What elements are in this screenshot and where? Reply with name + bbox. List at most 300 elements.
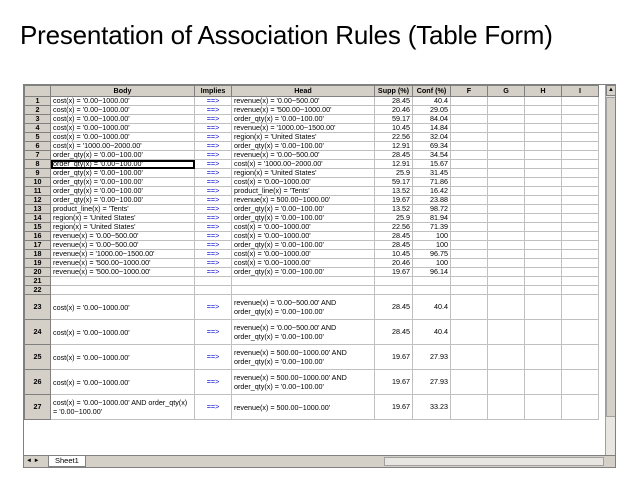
col-header-g[interactable]: G	[488, 86, 525, 97]
row-header[interactable]: 4	[25, 124, 51, 133]
cell-empty[interactable]	[525, 395, 562, 420]
cell-body[interactable]: order_qty(x) = '0.00~100.00'	[51, 151, 195, 160]
cell-supp[interactable]: 20.46	[375, 106, 413, 115]
cell-implies[interactable]: ==>	[195, 345, 232, 370]
cell-empty[interactable]	[488, 250, 525, 259]
row-header[interactable]: 22	[25, 286, 51, 295]
cell-empty[interactable]	[562, 205, 599, 214]
cell-conf[interactable]: 29.05	[413, 106, 451, 115]
row-header[interactable]: 18	[25, 250, 51, 259]
cell-empty[interactable]	[451, 345, 488, 370]
cell-conf[interactable]	[413, 286, 451, 295]
cell-implies[interactable]: ==>	[195, 133, 232, 142]
cell-head[interactable]: revenue(x) = 500.00~1000.00'	[232, 196, 375, 205]
cell-empty[interactable]	[451, 241, 488, 250]
cell-empty[interactable]	[562, 320, 599, 345]
cell-empty[interactable]	[525, 345, 562, 370]
cell-supp[interactable]: 28.45	[375, 232, 413, 241]
cell-empty[interactable]	[525, 133, 562, 142]
row-header[interactable]: 24	[25, 320, 51, 345]
cell-empty[interactable]	[451, 214, 488, 223]
cell-conf[interactable]: 33.23	[413, 395, 451, 420]
cell-body[interactable]: product_line(x) = 'Tents'	[51, 205, 195, 214]
cell-empty[interactable]	[451, 295, 488, 320]
cell-conf[interactable]: 31.45	[413, 169, 451, 178]
cell-empty[interactable]	[562, 187, 599, 196]
cell-empty[interactable]	[525, 160, 562, 169]
cell-conf[interactable]	[413, 277, 451, 286]
cell-empty[interactable]	[488, 241, 525, 250]
cell-supp[interactable]: 19.67	[375, 395, 413, 420]
cell-empty[interactable]	[562, 345, 599, 370]
cell-empty[interactable]	[525, 196, 562, 205]
cell-conf[interactable]: 23.88	[413, 196, 451, 205]
cell-implies[interactable]: ==>	[195, 106, 232, 115]
cell-empty[interactable]	[451, 124, 488, 133]
cell-implies[interactable]: ==>	[195, 187, 232, 196]
cell-empty[interactable]	[525, 259, 562, 268]
cell-conf[interactable]: 34.54	[413, 151, 451, 160]
cell-empty[interactable]	[488, 115, 525, 124]
row-header[interactable]: 10	[25, 178, 51, 187]
table-row	[25, 106, 599, 115]
cell-empty[interactable]	[562, 268, 599, 277]
cell-conf[interactable]: 100	[413, 241, 451, 250]
cell-empty[interactable]	[562, 259, 599, 268]
cell-supp[interactable]: 19.67	[375, 345, 413, 370]
cell-conf[interactable]: 40.4	[413, 320, 451, 345]
cell-conf[interactable]: 96.14	[413, 268, 451, 277]
rules-table	[24, 85, 599, 420]
cell-head[interactable]: order_qty(x) = '0.00~100.00'	[232, 268, 375, 277]
row-header[interactable]: 14	[25, 214, 51, 223]
cell-empty[interactable]	[451, 223, 488, 232]
cell-empty[interactable]	[488, 259, 525, 268]
cell-implies[interactable]: ==>	[195, 370, 232, 395]
cell-head[interactable]	[232, 286, 375, 295]
row-header[interactable]: 8	[25, 160, 51, 169]
cell-empty[interactable]	[562, 277, 599, 286]
cell-supp[interactable]: 22.56	[375, 133, 413, 142]
col-header-head[interactable]: Head	[232, 86, 375, 97]
cell-head[interactable]: order_qty(x) = '0.00~100.00'	[232, 214, 375, 223]
sheet-tab[interactable]: Sheet1	[48, 456, 86, 467]
row-header[interactable]: 19	[25, 259, 51, 268]
cell-empty[interactable]	[525, 268, 562, 277]
cell-empty[interactable]	[488, 232, 525, 241]
cell-empty[interactable]	[562, 169, 599, 178]
cell-head[interactable]: revenue(x) = '0.00~500.00' AND order_qty(x) = '0.00~100.00'	[232, 320, 375, 345]
scroll-up-arrow-icon[interactable]: ▲	[606, 85, 616, 96]
cell-head[interactable]: revenue(x) = '0.00~500.00'	[232, 151, 375, 160]
cell-implies[interactable]: ==>	[195, 124, 232, 133]
cell-empty[interactable]	[451, 205, 488, 214]
cell-empty[interactable]	[562, 178, 599, 187]
cell-empty[interactable]	[488, 320, 525, 345]
col-header-conf[interactable]: Conf (%)	[413, 86, 451, 97]
slide-title: Presentation of Association Rules (Table Form)	[20, 20, 553, 50]
spreadsheet[interactable]	[23, 84, 616, 468]
row-header[interactable]: 1	[25, 97, 51, 106]
col-header-body[interactable]: Body	[51, 86, 195, 97]
cell-empty[interactable]	[451, 259, 488, 268]
cell-head[interactable]: revenue(x) = '0.00~500.00' AND order_qty(x) = '0.00~100.00'	[232, 295, 375, 320]
cell-empty[interactable]	[562, 286, 599, 295]
cell-body[interactable]: cost(x) = '0.00~1000.00'	[51, 370, 195, 395]
cell-conf[interactable]: 16.42	[413, 187, 451, 196]
cell-head[interactable]: order_qty(x) = '0.00~100.00'	[232, 205, 375, 214]
cell-supp[interactable]: 19.67	[375, 196, 413, 205]
col-header-implies[interactable]: Implies	[195, 86, 232, 97]
cell-empty[interactable]	[562, 241, 599, 250]
cell-empty[interactable]	[488, 196, 525, 205]
cell-supp[interactable]: 12.91	[375, 160, 413, 169]
cell-supp[interactable]: 10.45	[375, 124, 413, 133]
row-header[interactable]: 21	[25, 277, 51, 286]
cell-body[interactable]: order_qty(x) = '0.00~100.00'	[51, 187, 195, 196]
cell-supp[interactable]: 59.17	[375, 178, 413, 187]
cell-empty[interactable]	[488, 133, 525, 142]
cell-implies[interactable]: ==>	[195, 115, 232, 124]
cell-body[interactable]: revenue(x) = '0.00~500.00'	[51, 232, 195, 241]
cell-empty[interactable]	[488, 395, 525, 420]
row-header[interactable]: 17	[25, 241, 51, 250]
cell-empty[interactable]	[562, 124, 599, 133]
cell-conf[interactable]: 27.93	[413, 370, 451, 395]
cell-head[interactable]: product_line(x) = 'Tents'	[232, 187, 375, 196]
cell-implies[interactable]: ==>	[195, 395, 232, 420]
cell-empty[interactable]	[562, 232, 599, 241]
cell-supp[interactable]: 28.45	[375, 241, 413, 250]
cell-head[interactable]: cost(x) = '0.00~1000.00'	[232, 259, 375, 268]
cell-supp[interactable]: 25.9	[375, 214, 413, 223]
cell-head[interactable]: revenue(x) = '0.00~500.00'	[232, 97, 375, 106]
cell-conf[interactable]: 100	[413, 259, 451, 268]
cell-empty[interactable]	[451, 151, 488, 160]
cell-empty[interactable]	[562, 370, 599, 395]
cell-body[interactable]: revenue(x) = '500.00~1000.00'	[51, 259, 195, 268]
cell-empty[interactable]	[562, 214, 599, 223]
cell-head[interactable]: region(x) = 'United States'	[232, 133, 375, 142]
cell-head[interactable]: cost(x) = '0.00~1000.00'	[232, 223, 375, 232]
cell-empty[interactable]	[451, 232, 488, 241]
cell-body[interactable]: cost(x) = '0.00~1000.00'	[51, 320, 195, 345]
cell-head[interactable]: revenue(x) = '500.00~1000.00'	[232, 106, 375, 115]
col-header-supp[interactable]: Supp (%)	[375, 86, 413, 97]
row-header[interactable]: 23	[25, 295, 51, 320]
cell-supp[interactable]	[375, 286, 413, 295]
cell-empty[interactable]	[562, 196, 599, 205]
cell-body[interactable]: region(x) = 'United States'	[51, 223, 195, 232]
row-header[interactable]: 9	[25, 169, 51, 178]
cell-empty[interactable]	[525, 241, 562, 250]
cell-empty[interactable]	[525, 115, 562, 124]
table-row	[25, 277, 599, 286]
cell-empty[interactable]	[451, 277, 488, 286]
cell-implies[interactable]	[195, 277, 232, 286]
cell-empty[interactable]	[488, 268, 525, 277]
cell-empty[interactable]	[451, 106, 488, 115]
cell-conf[interactable]: 98.72	[413, 205, 451, 214]
cell-empty[interactable]	[451, 97, 488, 106]
table-row	[25, 370, 599, 395]
cell-conf[interactable]: 15.67	[413, 160, 451, 169]
cell-body[interactable]: order_qty(x) = '0.00~100.00'	[51, 169, 195, 178]
cell-body[interactable]: region(x) = 'United States'	[51, 214, 195, 223]
cell-body[interactable]: cost(x) = '1000.00~2000.00'	[51, 142, 195, 151]
cell-body[interactable]: revenue(x) = '0.00~500.00'	[51, 241, 195, 250]
vertical-scrollbar[interactable]	[605, 85, 615, 457]
cell-body[interactable]: cost(x) = '0.00~1000.00'	[51, 115, 195, 124]
cell-supp[interactable]: 28.45	[375, 97, 413, 106]
cell-empty[interactable]	[451, 320, 488, 345]
cell-body[interactable]: cost(x) = '0.00~1000.00'	[51, 124, 195, 133]
cell-conf[interactable]: 84.04	[413, 115, 451, 124]
col-header-f[interactable]: F	[451, 86, 488, 97]
cell-supp[interactable]: 59.17	[375, 115, 413, 124]
cell-head[interactable]: revenue(x) = '1000.00~1500.00'	[232, 124, 375, 133]
cell-implies[interactable]: ==>	[195, 151, 232, 160]
table-row	[25, 286, 599, 295]
cell-empty[interactable]	[488, 223, 525, 232]
cell-head[interactable]: cost(x) = '0.00~1000.00'	[232, 250, 375, 259]
cell-empty[interactable]	[525, 277, 562, 286]
cell-conf[interactable]: 69.34	[413, 142, 451, 151]
cell-implies[interactable]: ==>	[195, 142, 232, 151]
col-header-h[interactable]: H	[525, 86, 562, 97]
cell-empty[interactable]	[488, 277, 525, 286]
cell-empty[interactable]	[488, 124, 525, 133]
cell-empty[interactable]	[488, 169, 525, 178]
row-header[interactable]: 16	[25, 232, 51, 241]
cell-empty[interactable]	[525, 187, 562, 196]
cell-empty[interactable]	[562, 151, 599, 160]
scrollbar-thumb[interactable]	[606, 97, 616, 417]
cell-empty[interactable]	[525, 97, 562, 106]
cell-body[interactable]: order_qty(x) = '0.00~100.00'	[51, 178, 195, 187]
cell-body[interactable]: cost(x) = '0.00~1000.00'	[51, 345, 195, 370]
cell-head[interactable]: order_qty(x) = '0.00~100.00'	[232, 115, 375, 124]
cell-empty[interactable]	[562, 97, 599, 106]
cell-empty[interactable]	[525, 106, 562, 115]
cell-empty[interactable]	[451, 169, 488, 178]
cell-empty[interactable]	[488, 214, 525, 223]
cell-supp[interactable]: 25.9	[375, 169, 413, 178]
cell-empty[interactable]	[525, 223, 562, 232]
cell-body[interactable]: order_qty(x) = '0.00~100.00'	[51, 160, 195, 169]
cell-empty[interactable]	[562, 142, 599, 151]
cell-empty[interactable]	[525, 370, 562, 395]
cell-empty[interactable]	[451, 370, 488, 395]
cell-head[interactable]: cost(x) = '1000.00~2000.00'	[232, 160, 375, 169]
cell-empty[interactable]	[488, 97, 525, 106]
row-header[interactable]: 7	[25, 151, 51, 160]
cell-implies[interactable]: ==>	[195, 268, 232, 277]
cell-supp[interactable]: 20.46	[375, 259, 413, 268]
cell-head[interactable]: order_qty(x) = '0.00~100.00'	[232, 142, 375, 151]
cell-implies[interactable]: ==>	[195, 241, 232, 250]
cell-conf[interactable]: 27.93	[413, 345, 451, 370]
cell-implies[interactable]: ==>	[195, 320, 232, 345]
cell-conf[interactable]: 71.39	[413, 223, 451, 232]
row-header[interactable]: 26	[25, 370, 51, 395]
cell-supp[interactable]: 28.45	[375, 295, 413, 320]
cell-empty[interactable]	[488, 160, 525, 169]
cell-head[interactable]: cost(x) = '0.00~1000.00'	[232, 232, 375, 241]
cell-supp[interactable]: 12.91	[375, 142, 413, 151]
table-row	[25, 232, 599, 241]
cell-empty[interactable]	[488, 142, 525, 151]
cell-empty[interactable]	[525, 178, 562, 187]
horizontal-scrollbar[interactable]	[384, 457, 604, 466]
cell-empty[interactable]	[525, 320, 562, 345]
cell-conf[interactable]: 96.75	[413, 250, 451, 259]
row-header[interactable]: 3	[25, 115, 51, 124]
cell-empty[interactable]	[488, 178, 525, 187]
cell-empty[interactable]	[451, 395, 488, 420]
row-header[interactable]: 2	[25, 106, 51, 115]
cell-empty[interactable]	[525, 286, 562, 295]
cell-implies[interactable]: ==>	[195, 178, 232, 187]
cell-body[interactable]: revenue(x) = '1000.00~1500.00'	[51, 250, 195, 259]
cell-empty[interactable]	[451, 142, 488, 151]
cell-conf[interactable]: 40.4	[413, 97, 451, 106]
cell-empty[interactable]	[451, 115, 488, 124]
cell-head[interactable]	[232, 277, 375, 286]
cell-conf[interactable]: 14.84	[413, 124, 451, 133]
cell-supp[interactable]: 22.56	[375, 223, 413, 232]
cell-empty[interactable]	[488, 187, 525, 196]
row-header[interactable]: 15	[25, 223, 51, 232]
cell-empty[interactable]	[488, 106, 525, 115]
cell-body[interactable]: cost(x) = '0.00~1000.00' AND order_qty(x) = '0.00~100.00'	[51, 395, 195, 420]
cell-empty[interactable]	[562, 106, 599, 115]
table-row	[25, 187, 599, 196]
cell-conf[interactable]: 32.04	[413, 133, 451, 142]
row-header[interactable]: 12	[25, 196, 51, 205]
cell-empty[interactable]	[488, 286, 525, 295]
cell-empty[interactable]	[525, 232, 562, 241]
cell-empty[interactable]	[562, 160, 599, 169]
cell-supp[interactable]: 13.52	[375, 187, 413, 196]
cell-empty[interactable]	[562, 223, 599, 232]
cell-implies[interactable]: ==>	[195, 169, 232, 178]
cell-supp[interactable]: 19.67	[375, 370, 413, 395]
row-header[interactable]: 27	[25, 395, 51, 420]
select-all-corner[interactable]	[25, 86, 51, 97]
table-row	[25, 160, 599, 169]
cell-supp[interactable]: 28.45	[375, 320, 413, 345]
cell-head[interactable]: order_qty(x) = '0.00~100.00'	[232, 241, 375, 250]
cell-head[interactable]: region(x) = 'United States'	[232, 169, 375, 178]
cell-body[interactable]: cost(x) = '0.00~1000.00'	[51, 97, 195, 106]
table-row	[25, 241, 599, 250]
cell-head[interactable]: revenue(x) = 500.00~1000.00' AND order_qty(x) = '0.00~100.00'	[232, 370, 375, 395]
cell-supp[interactable]: 10.45	[375, 250, 413, 259]
cell-supp[interactable]	[375, 277, 413, 286]
cell-empty[interactable]	[451, 133, 488, 142]
row-header[interactable]: 25	[25, 345, 51, 370]
cell-body[interactable]	[51, 277, 195, 286]
cell-body[interactable]	[51, 286, 195, 295]
cell-empty[interactable]	[562, 133, 599, 142]
cell-empty[interactable]	[451, 286, 488, 295]
cell-implies[interactable]: ==>	[195, 196, 232, 205]
cell-empty[interactable]	[525, 250, 562, 259]
cell-head[interactable]: cost(x) = '0.00~1000.00'	[232, 178, 375, 187]
cell-implies[interactable]: ==>	[195, 160, 232, 169]
cell-empty[interactable]	[451, 178, 488, 187]
cell-implies[interactable]: ==>	[195, 295, 232, 320]
cell-empty[interactable]	[451, 160, 488, 169]
cell-implies[interactable]: ==>	[195, 97, 232, 106]
tab-scroll-arrows-icon[interactable]: ◄ ►	[26, 458, 40, 464]
cell-empty[interactable]	[451, 268, 488, 277]
cell-conf[interactable]: 81.94	[413, 214, 451, 223]
table-row	[25, 320, 599, 345]
cell-empty[interactable]	[525, 142, 562, 151]
cell-empty[interactable]	[525, 151, 562, 160]
cell-conf[interactable]: 40.4	[413, 295, 451, 320]
row-header[interactable]: 13	[25, 205, 51, 214]
cell-body[interactable]: order_qty(x) = '0.00~100.00'	[51, 196, 195, 205]
cell-empty[interactable]	[451, 187, 488, 196]
cell-empty[interactable]	[488, 370, 525, 395]
sheet-tab-bar	[24, 455, 615, 467]
cell-body[interactable]: cost(x) = '0.00~1000.00'	[51, 106, 195, 115]
cell-empty[interactable]	[525, 169, 562, 178]
cell-empty[interactable]	[525, 214, 562, 223]
cell-head[interactable]: revenue(x) = 500.00~1000.00'	[232, 395, 375, 420]
cell-empty[interactable]	[488, 345, 525, 370]
table-row	[25, 124, 599, 133]
cell-empty[interactable]	[451, 196, 488, 205]
cell-implies[interactable]	[195, 286, 232, 295]
row-header[interactable]: 5	[25, 133, 51, 142]
cell-supp[interactable]: 13.52	[375, 205, 413, 214]
row-header[interactable]: 20	[25, 268, 51, 277]
cell-empty[interactable]	[562, 395, 599, 420]
cell-supp[interactable]: 19.67	[375, 268, 413, 277]
cell-implies[interactable]: ==>	[195, 250, 232, 259]
cell-empty[interactable]	[525, 124, 562, 133]
cell-empty[interactable]	[525, 205, 562, 214]
cell-conf[interactable]: 100	[413, 232, 451, 241]
cell-implies[interactable]: ==>	[195, 232, 232, 241]
cell-empty[interactable]	[525, 295, 562, 320]
cell-empty[interactable]	[562, 115, 599, 124]
cell-implies[interactable]: ==>	[195, 259, 232, 268]
cell-body[interactable]: revenue(x) = '500.00~1000.00'	[51, 268, 195, 277]
cell-empty[interactable]	[562, 250, 599, 259]
cell-empty[interactable]	[488, 295, 525, 320]
row-header[interactable]: 11	[25, 187, 51, 196]
cell-conf[interactable]: 71.86	[413, 178, 451, 187]
cell-implies[interactable]: ==>	[195, 223, 232, 232]
cell-head[interactable]: revenue(x) = 500.00~1000.00' AND order_qty(x) = '0.00~100.00'	[232, 345, 375, 370]
cell-implies[interactable]: ==>	[195, 205, 232, 214]
row-header[interactable]: 6	[25, 142, 51, 151]
cell-empty[interactable]	[488, 205, 525, 214]
cell-empty[interactable]	[451, 250, 488, 259]
cell-implies[interactable]: ==>	[195, 214, 232, 223]
cell-body[interactable]: cost(x) = '0.00~1000.00'	[51, 295, 195, 320]
cell-supp[interactable]: 28.45	[375, 151, 413, 160]
cell-empty[interactable]	[488, 151, 525, 160]
cell-empty[interactable]	[562, 295, 599, 320]
cell-body[interactable]: cost(x) = '0.00~1000.00'	[51, 133, 195, 142]
col-header-i[interactable]: I	[562, 86, 599, 97]
